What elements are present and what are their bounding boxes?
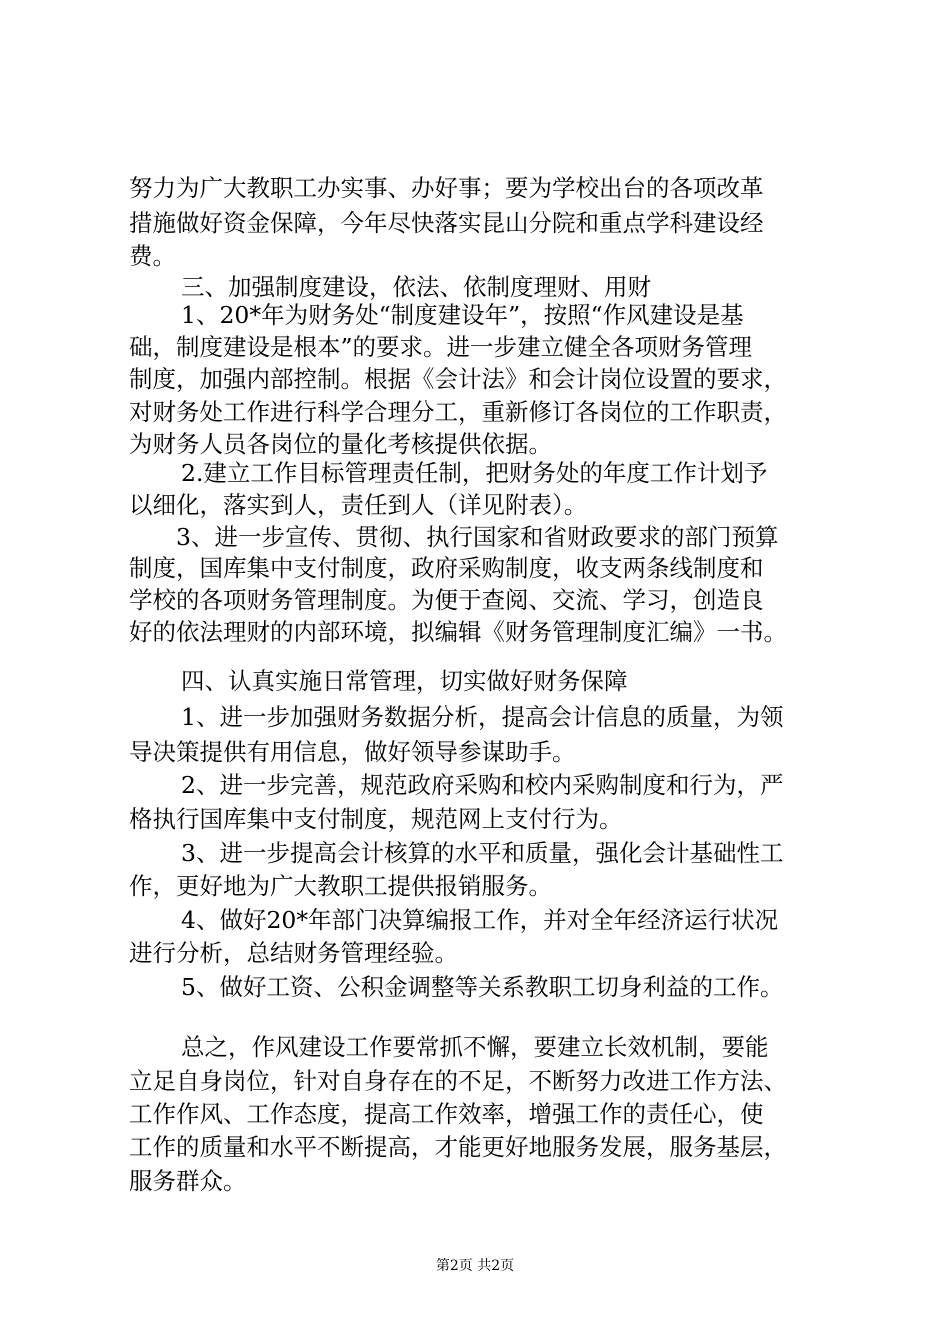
text-line: 3、进一步宣传、贯彻、执行国家和省财政要求的部门预算 — [176, 523, 779, 551]
text-line: 费。 — [129, 242, 176, 270]
text-line: 2.建立工作目标管理责任制，把财务处的年度工作计划予 — [181, 459, 768, 487]
text-line: 4、做好20*年部门决算编报工作，并对全年经济运行状况 — [181, 906, 779, 934]
text-line: 导决策提供有用信息，做好领导参谋助手。 — [129, 738, 576, 766]
text-line: 好的依法理财的内部环境，拟编辑《财务管理制度汇编》一书。 — [129, 618, 787, 646]
text-line: 服务群众。 — [129, 1167, 247, 1195]
text-line: 对财务处工作进行科学合理分工，重新修订各岗位的工作职责， — [129, 398, 787, 426]
text-line: 5、做好工资、公积金调整等关系教职工切身利益的工作。 — [181, 973, 784, 1001]
text-line: 为财务人员各岗位的量化考核提供依据。 — [129, 430, 552, 458]
text-line: 制度，加强内部控制。根据《会计法》和会计岗位设置的要求， — [129, 365, 787, 393]
text-line: 努力为广大教职工办实事、办好事；要为学校出台的各项改革 — [129, 174, 764, 202]
text-line: 3、进一步提高会计核算的水平和质量，强化会计基础性工 — [181, 839, 784, 867]
text-line: 进行分析，总结财务管理经验。 — [129, 939, 458, 967]
text-line: 格执行国库集中支付制度，规范网上支付行为。 — [129, 805, 623, 833]
text-line: 以细化，落实到人，责任到人（详见附表）。 — [129, 491, 588, 519]
text-line: 2、进一步完善，规范政府采购和校内采购制度和行为，严 — [181, 771, 784, 799]
section-heading: 四、认真实施日常管理，切实做好财务保障 — [181, 667, 628, 695]
text-line: 工作作风、工作态度，提高工作效率，增强工作的责任心，使 — [129, 1100, 764, 1128]
text-line: 总之，作风建设工作要常抓不懈，要建立长效机制，要能 — [181, 1033, 769, 1061]
text-line: 工作的质量和水平不断提高，才能更好地服务发展，服务基层， — [129, 1133, 787, 1161]
text-line: 学校的各项财务管理制度。为便于查阅、交流、学习，创造良 — [129, 586, 764, 614]
page-number: 第2页 共2页 — [435, 1258, 515, 1274]
text-line: 立足自身岗位，针对自身存在的不足，不断努力改进工作方法、 — [129, 1067, 787, 1095]
text-line: 作，更好地为广大教职工提供报销服务。 — [129, 872, 552, 900]
text-line: 1、进一步加强财务数据分析，提高会计信息的质量，为领 — [181, 703, 784, 731]
section-heading: 三、加强制度建设，依法、依制度理财、用财 — [181, 273, 651, 301]
text-line: 1、20*年为财务处“制度建设年”，按照“作风建设是基 — [181, 301, 744, 329]
text-line: 措施做好资金保障，今年尽快落实昆山分院和重点学科建设经 — [129, 209, 764, 237]
text-line: 础，制度建设是根本”的要求。进一步建立健全各项财务管理 — [129, 333, 753, 361]
text-line: 制度，国库集中支付制度，政府采购制度，收支两条线制度和 — [129, 554, 764, 582]
